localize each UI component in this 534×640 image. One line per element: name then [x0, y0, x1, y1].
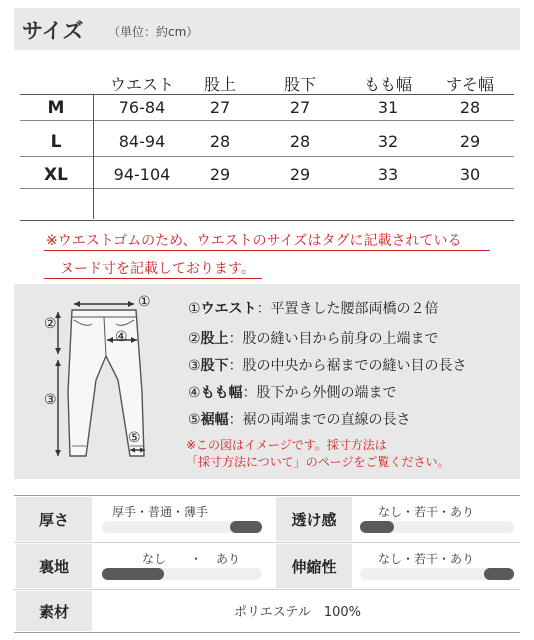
thickness-scale — [102, 521, 262, 533]
caution-line1: ※この図はイメージです。採寸方法は — [186, 438, 387, 452]
waist-notice-line1: ※ウエストゴムのため、ウエストのサイズはタグに記載されている — [46, 233, 462, 249]
fabric-features — [14, 495, 520, 633]
size-label: M — [47, 98, 65, 118]
material-label: 素材 — [16, 591, 92, 631]
lining-label: 裏地 — [16, 544, 92, 588]
marker-waist: ① — [138, 294, 151, 310]
measure-label: ウエスト — [200, 301, 257, 317]
cell: 32 — [377, 132, 399, 151]
measure-rise — [188, 328, 439, 348]
measure-desc: ：股の中央から裾までの縫い目の長さ — [228, 358, 467, 374]
measure-desc: ：股の縫い目から前身の上端まで — [228, 331, 439, 347]
cell: 28 — [289, 132, 311, 151]
marker-thigh: ④ — [115, 329, 128, 345]
cell: 28 — [459, 98, 481, 117]
transparency-indicator — [360, 521, 394, 533]
lining-indicator — [102, 568, 164, 580]
measure-num: ③ — [188, 358, 201, 374]
measure-label: 裾幅 — [200, 412, 229, 428]
unit-note: （単位：約cm） — [108, 25, 199, 39]
transparency-scale — [360, 521, 514, 533]
thickness-label: 厚さ — [16, 497, 92, 541]
lining-option-sep: ・ — [190, 552, 203, 566]
cell: 29 — [459, 132, 481, 151]
table-rule — [20, 188, 514, 189]
lining-option-yes: あり — [216, 552, 241, 566]
jeans-diagram-icon — [14, 284, 184, 479]
cell: 94-104 — [113, 165, 171, 184]
cell: 30 — [459, 165, 481, 184]
lining-scale — [102, 568, 262, 580]
size-title: サイズ — [22, 19, 84, 43]
measure-hem — [188, 409, 411, 429]
cell: 33 — [377, 165, 399, 184]
stretch-options: なし・若干・あり — [378, 552, 475, 566]
stretch-indicator — [484, 568, 514, 580]
stretch-scale — [360, 568, 514, 580]
measure-desc: ：裾の両端までの直線の長さ — [228, 412, 411, 428]
waist-notice-line2: ヌード寸を記載しております。 — [60, 261, 255, 277]
cell: 84-94 — [118, 132, 166, 151]
col-header: 股下 — [283, 75, 316, 94]
cell: 27 — [289, 98, 311, 117]
table-rule — [20, 156, 514, 157]
cell: 76-84 — [118, 98, 166, 117]
marker-rise: ② — [44, 316, 57, 332]
feature-rule — [14, 495, 520, 496]
caution-line2: 「採寸方法について」のページをご覧ください。 — [186, 455, 450, 469]
col-header: すそ幅 — [445, 75, 494, 94]
measure-desc: ：平置きした腰部両橋の２倍 — [256, 301, 439, 317]
marker-hem: ⑤ — [128, 430, 141, 446]
feature-rule — [14, 632, 520, 633]
measure-num: ① — [188, 301, 201, 317]
measure-label: もも幅 — [200, 385, 243, 401]
cell: 28 — [209, 132, 231, 151]
feature-rule — [14, 542, 520, 543]
measure-thigh — [188, 382, 397, 402]
thickness-options: 厚手・普通・薄手 — [112, 505, 209, 519]
table-rule — [20, 120, 514, 121]
cell: 31 — [377, 98, 399, 117]
size-label: L — [50, 132, 62, 152]
table-bottom-rule — [20, 220, 514, 221]
marker-inseam: ③ — [44, 392, 57, 408]
cell: 27 — [209, 98, 231, 117]
col-header: もも幅 — [363, 75, 412, 94]
measure-desc: ：股下から外側の端まで — [242, 385, 397, 401]
measure-num: ⑤ — [188, 412, 201, 428]
measure-label: 股下 — [200, 358, 229, 374]
col-header: ウエスト — [109, 75, 174, 94]
measure-num: ② — [188, 331, 201, 347]
notice-underline — [44, 250, 490, 251]
cell: 29 — [209, 165, 231, 184]
size-label: XL — [44, 165, 68, 185]
col-header: 股上 — [203, 75, 236, 94]
measure-label: 股上 — [200, 331, 229, 347]
measure-num: ④ — [188, 385, 201, 401]
cell: 29 — [289, 165, 311, 184]
measure-waist — [188, 298, 439, 318]
size-header — [14, 8, 520, 50]
thickness-indicator — [230, 521, 262, 533]
transparency-options: なし・若干・あり — [378, 505, 475, 519]
measure-inseam — [188, 355, 467, 375]
stretch-label: 伸縮性 — [276, 544, 352, 588]
material-value: ポリエステル 100% — [234, 605, 361, 620]
transparency-label: 透け感 — [276, 497, 352, 541]
lining-option-none: なし — [142, 552, 167, 566]
feature-rule — [14, 589, 520, 590]
notice-underline — [44, 278, 262, 279]
